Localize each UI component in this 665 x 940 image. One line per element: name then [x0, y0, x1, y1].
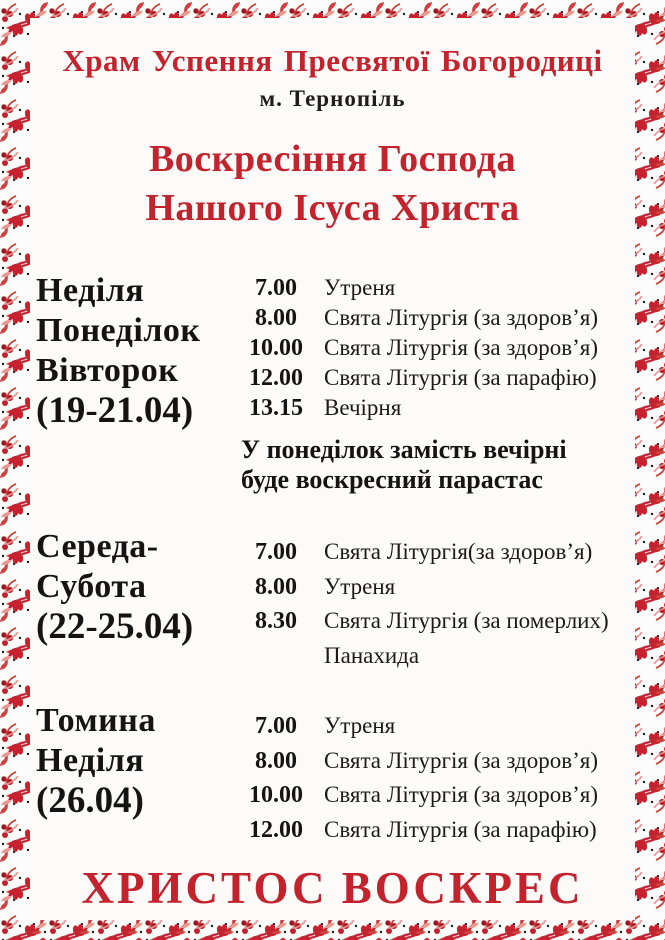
day-labels: [36, 527, 241, 673]
schedule-entry: [241, 639, 629, 674]
schedule-entry: [241, 303, 629, 333]
service-name: Свята Літургія (за парафію): [324, 365, 597, 390]
service-name: Свята Літургія(за здоров’я): [324, 539, 593, 564]
schedule-entry: [241, 363, 629, 393]
footer-greeting: ХРИСТОС ВОСКРЕС: [81, 863, 584, 913]
day-labels: [36, 271, 241, 495]
service-time: 8.00: [255, 573, 297, 600]
services-column: [241, 271, 629, 495]
feast-title-line1: Воскресіння Господа: [148, 138, 517, 180]
day-label: Середа-: [36, 528, 159, 565]
schedule-entry: [241, 570, 629, 605]
services-column: [241, 527, 629, 673]
service-time: 7.00: [255, 713, 297, 739]
schedule: [36, 271, 629, 847]
schedule-entry: [241, 393, 629, 423]
day-label: Субота: [36, 568, 147, 605]
day-label: Неділя: [36, 742, 145, 779]
day-label: Понеділок: [36, 312, 201, 349]
service-name: Утреня: [324, 573, 396, 599]
schedule-section: [36, 701, 629, 847]
service-time: 8.00: [255, 305, 297, 331]
service-name: Свята Літургія (за здоров’я): [324, 335, 598, 360]
service-name: Вечірня: [324, 395, 402, 420]
schedule-note: [241, 435, 621, 495]
feast-title-line2: Нашого Ісуса Христа: [145, 187, 520, 229]
service-name: Свята Літургія (за здоров’я): [324, 782, 598, 807]
feast-title: [36, 135, 629, 233]
day-label: (22-25.04): [36, 606, 194, 647]
service-name: Свята Літургія (за здоров’я): [324, 747, 598, 773]
service-name: Свята Літургія (за здоров’я): [324, 305, 598, 330]
day-label: (19-21.04): [36, 390, 194, 431]
service-time: 8.30: [255, 608, 297, 634]
schedule-entry: [241, 604, 629, 639]
service-time: 7.00: [255, 275, 297, 301]
service-time: 13.15: [249, 395, 303, 421]
service-name: Свята Літургія (за парафію): [324, 816, 597, 842]
service-time: 7.00: [255, 539, 297, 565]
day-label: Вівторок: [36, 352, 179, 389]
schedule-entry: [241, 709, 629, 744]
service-time: 8.00: [255, 747, 297, 774]
poster-content: [30, 18, 635, 920]
service-name: Утреня: [324, 713, 396, 738]
service-name: Свята Літургія (за померлих): [324, 608, 609, 633]
church-name: Храм Успення Пресвятої Богородиці: [62, 43, 603, 78]
note-line: У понеділок замість вечірні: [241, 435, 567, 464]
schedule-entry: [241, 535, 629, 570]
schedule-entry: [241, 744, 629, 779]
schedule-entry: [241, 813, 629, 848]
schedule-entry: [241, 778, 629, 813]
schedule-section: [36, 271, 629, 495]
service-time: 10.00: [249, 335, 303, 361]
service-time: 12.00: [249, 365, 303, 391]
service-time: 10.00: [249, 782, 303, 808]
day-labels: [36, 701, 241, 847]
day-label: (26.04): [36, 780, 144, 821]
service-name: Панахида: [324, 642, 420, 668]
schedule-entry: [241, 333, 629, 363]
service-time: 12.00: [249, 816, 303, 843]
city-name: м. Тернопіль: [259, 86, 406, 111]
schedule-section: [36, 527, 629, 673]
note-line: буде воскресний парастас: [241, 465, 543, 494]
service-name: Утреня: [324, 275, 396, 300]
day-label: Неділя: [36, 272, 145, 309]
schedule-entry: [241, 273, 629, 303]
services-column: [241, 701, 629, 847]
day-label: Томина: [36, 702, 156, 739]
